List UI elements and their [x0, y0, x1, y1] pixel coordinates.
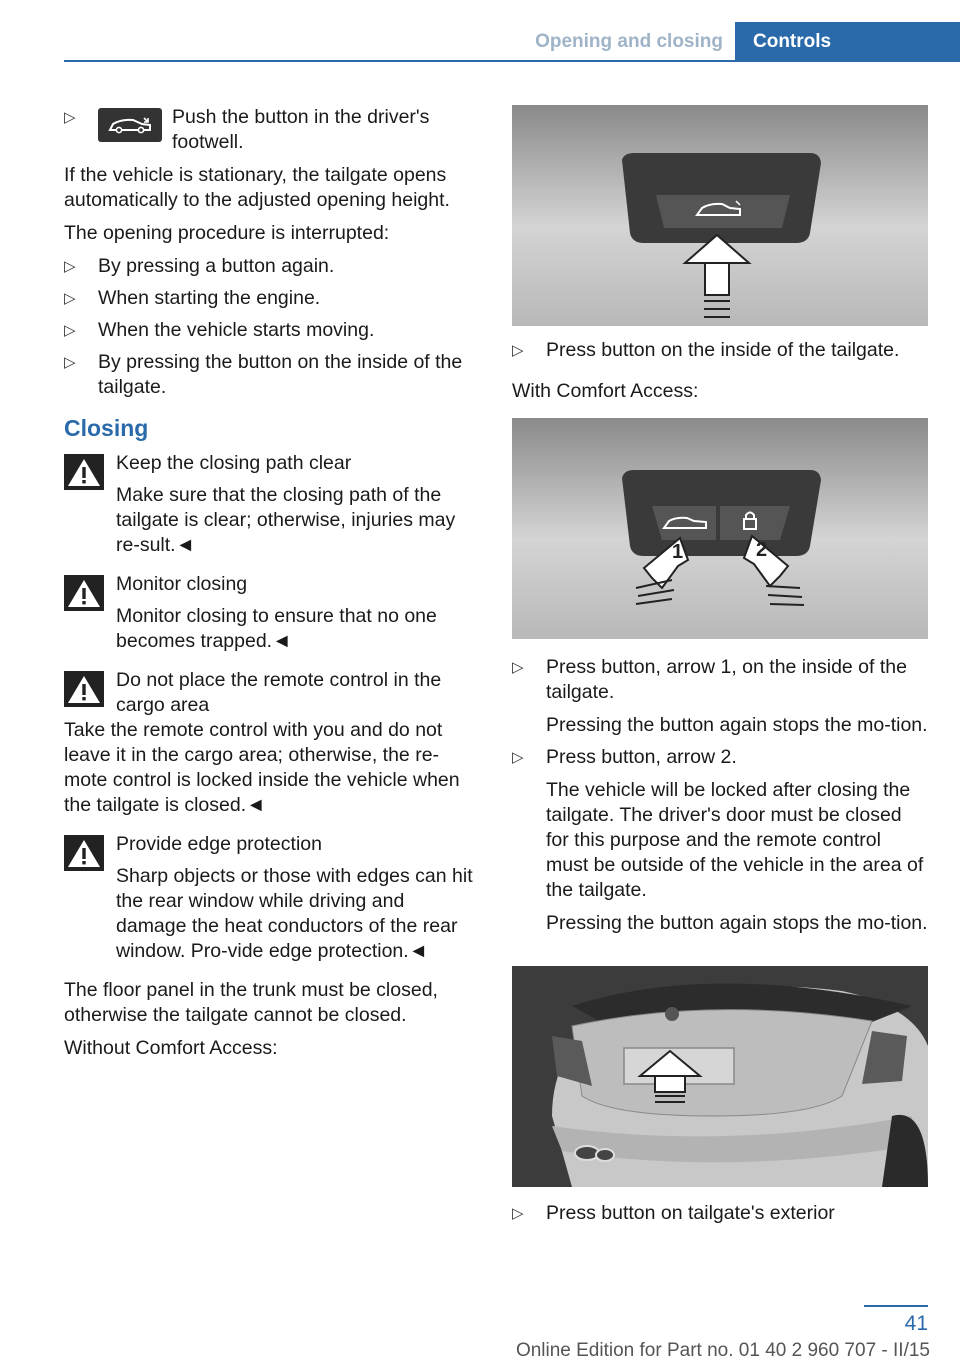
- chapter-tab: Controls: [735, 22, 960, 62]
- warning-block: [64, 832, 476, 964]
- section-heading: Closing: [64, 415, 149, 441]
- edition-footer: Online Edition for Part no. 01 40 2 960 707 - II/15: [515, 1340, 930, 1361]
- tailgate-button-icon: [98, 108, 162, 142]
- interrupt-list: [64, 254, 476, 400]
- left-column: [64, 105, 476, 1069]
- triangle-bullet-icon: ▷: [64, 109, 76, 126]
- warning-block: [64, 668, 476, 818]
- page-number: 41: [904, 1312, 928, 1335]
- header-rule: [64, 60, 735, 62]
- warning-body: Monitor closing to ensure that no one becomes trapped.◄: [116, 605, 437, 652]
- list-item-text: ▷ Press button, arrow 1, on the inside of the tailgate.: [546, 656, 907, 703]
- list-item: [512, 745, 928, 936]
- paragraph: The floor panel in the trunk must be closed, otherwise the tailgate cannot be closed.: [64, 979, 438, 1026]
- paragraph: If the vehicle is stationary, the tailgate opens automatically to the adjusted opening height.: [64, 164, 450, 211]
- section-title: Opening and closing: [535, 31, 723, 52]
- warning-body: Sharp objects or those with edges can hit the rear window while driving and damage the heat conductors of the rear window. Pro-vide edge protection.◄: [116, 865, 473, 962]
- list-item: ▷ Press button on the inside of the tailgate.: [512, 338, 928, 363]
- warning-triangle-icon: [64, 575, 104, 611]
- figure2-list: [512, 655, 928, 936]
- list-item: ▷ When the vehicle starts moving.: [64, 318, 476, 343]
- warning-title: Do not place the remote control in the cargo area: [116, 669, 442, 716]
- list-item: ▷ By pressing a button again.: [64, 254, 476, 279]
- warning-block: [64, 451, 476, 558]
- list-item: [512, 655, 928, 738]
- figure-label-2: 2: [756, 539, 768, 561]
- footer-rule: [864, 1305, 928, 1307]
- exterior-tailgate-figure: [512, 966, 928, 1187]
- list-item: ▷ Press button on tailgate's exterior: [512, 1201, 928, 1226]
- page-header: [0, 0, 960, 62]
- warning-triangle-icon: [64, 835, 104, 871]
- list-item-subtext: Pressing the button again stops the mo-tion.: [546, 714, 928, 736]
- list-item: ▷ By pressing the button on the inside of the tailgate.: [64, 350, 476, 400]
- paragraph: With Comfort Access:: [512, 380, 699, 402]
- inner-tailgate-button-figure: [512, 105, 928, 326]
- comfort-access-buttons-figure: [512, 418, 928, 639]
- warning-title: Keep the closing path clear: [116, 452, 352, 474]
- warning-triangle-icon: [64, 454, 104, 490]
- warning-body: Make sure that the closing path of the tailgate is clear; otherwise, injuries may re-sult.◄: [116, 484, 456, 556]
- list-item-subtext: The vehicle will be locked after closing the tailgate. The driver's door must be closed for this purpose and the remote control must be outside of the vehicle in the area of the tailgate.: [546, 779, 924, 901]
- list-item-text: Push the button in the driver's footwell.: [172, 106, 430, 153]
- paragraph: Without Comfort Access:: [64, 1037, 278, 1059]
- warning-body: Take the remote control with you and do not leave it in the cargo area; otherwise, the re-mote control is locked inside the vehicle when the tailgate is closed.◄: [64, 719, 460, 816]
- list-item: ▷ When starting the engine.: [64, 286, 476, 311]
- figure-label-1: 1: [672, 541, 684, 563]
- paragraph: The opening procedure is interrupted:: [64, 222, 390, 244]
- right-column: [512, 105, 928, 1234]
- figure1-list: [512, 338, 928, 363]
- warning-block: [64, 572, 476, 654]
- figure3-list: [512, 1201, 928, 1226]
- warning-title: Provide edge protection: [116, 833, 322, 855]
- warning-title: Monitor closing: [116, 573, 248, 595]
- list-item: [64, 105, 476, 155]
- list-item-subtext: Pressing the button again stops the mo-tion.: [546, 912, 928, 934]
- list-item-text: ▷ Press button, arrow 2.: [546, 746, 737, 768]
- warning-triangle-icon: [64, 671, 104, 707]
